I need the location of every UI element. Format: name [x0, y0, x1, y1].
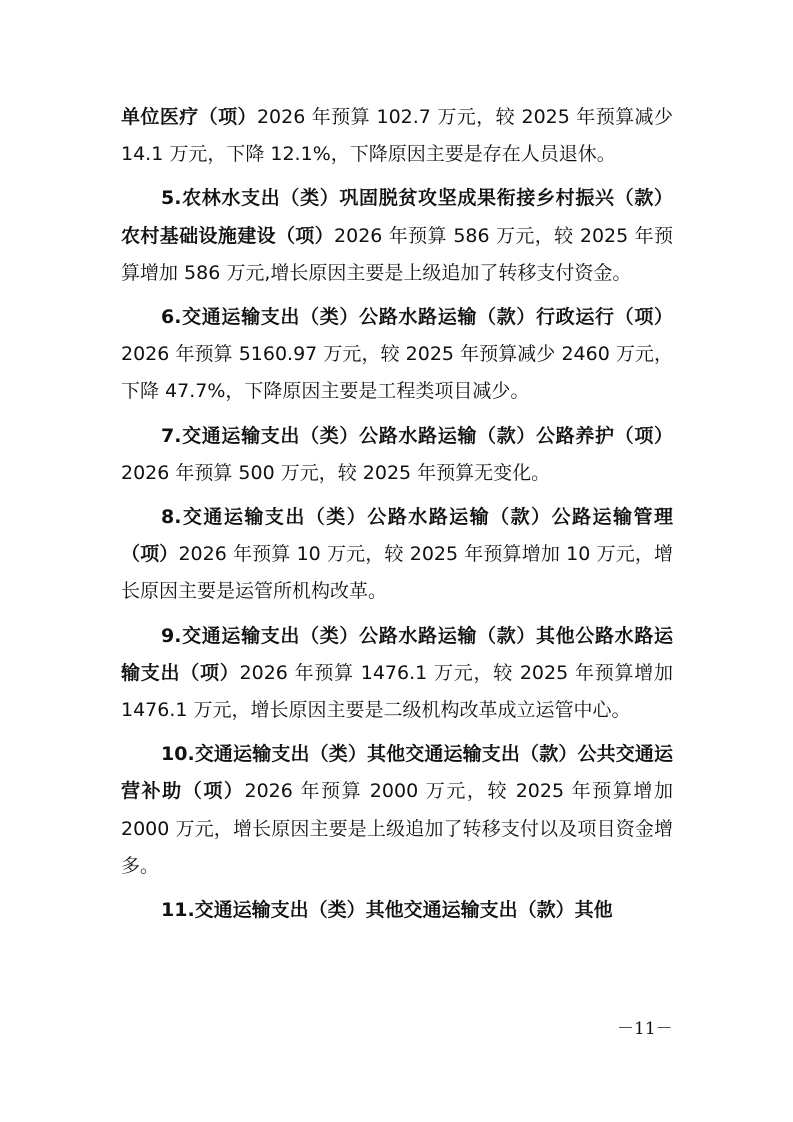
paragraph-text: 2026 年预算 586 万元，较 2025 年预算增加 586 万元,增长原因主要是上级追加了转移支付资金。: [121, 224, 673, 284]
paragraph-11: [121, 892, 673, 929]
paragraph-head: 9.交通运输支出（类）公路水路运输（款）其他公路水路运输支出（项）: [121, 624, 673, 684]
paragraph-4-continued: [121, 99, 673, 173]
document-body: [121, 99, 673, 929]
paragraph-text: 2026 年预算 2000 万元，较 2025 年预算增加 2000 万元，增长原因主要是上级追加了转移支付以及项目资金增多。: [121, 780, 673, 877]
paragraph-8: [121, 499, 673, 611]
paragraph-text: 2026 年预算 5160.97 万元，较 2025 年预算减少 2460 万元，下降 47.7%，下降原因主要是工程类项目减少。: [121, 343, 673, 403]
page-number: －11－: [617, 1019, 673, 1039]
paragraph-head: 10.交通运输支出（类）其他交通运输支出（款）公共交通运营补助（项）: [121, 743, 673, 803]
paragraph-head: 7.交通运输支出（类）公路水路运输（款）公路养护（项）: [161, 424, 673, 447]
paragraph-head: 5.农林水支出（类）巩固脱贫攻坚成果衔接乡村振兴（款）农村基础设施建设（项）: [121, 187, 673, 247]
paragraph-10: [121, 736, 673, 885]
paragraph-6: [121, 299, 673, 411]
paragraph-5: [121, 180, 673, 292]
paragraph-head: 11.交通运输支出（类）其他交通运输支出（款）其他: [161, 899, 613, 922]
paragraph-head: 6.交通运输支出（类）公路水路运输（款）行政运行（项）: [161, 306, 673, 329]
paragraph-text: 2026 年预算 1476.1 万元，较 2025 年预算增加 1476.1 万元，增长原因主要是二级机构改革成立运管中心。: [121, 661, 673, 722]
paragraph-head: 8.交通运输支出（类）公路水路运输（款）公路运输管理（项）: [121, 506, 673, 566]
paragraph-9: [121, 618, 673, 730]
paragraph-7: [121, 418, 673, 492]
paragraph-text: 2026 年预算 102.7 万元，较 2025 年预算减少 14.1 万元，下降 12.1%，下降原因主要是存在人员退休。: [121, 106, 673, 166]
paragraph-text: 2026 年预算 10 万元，较 2025 年预算增加 10 万元，增长原因主要是运管所机构改革。: [121, 543, 673, 603]
paragraph-text: 2026 年预算 500 万元，较 2025 年预算无变化。: [121, 461, 551, 484]
paragraph-head: 单位医疗（项）: [121, 106, 257, 128]
